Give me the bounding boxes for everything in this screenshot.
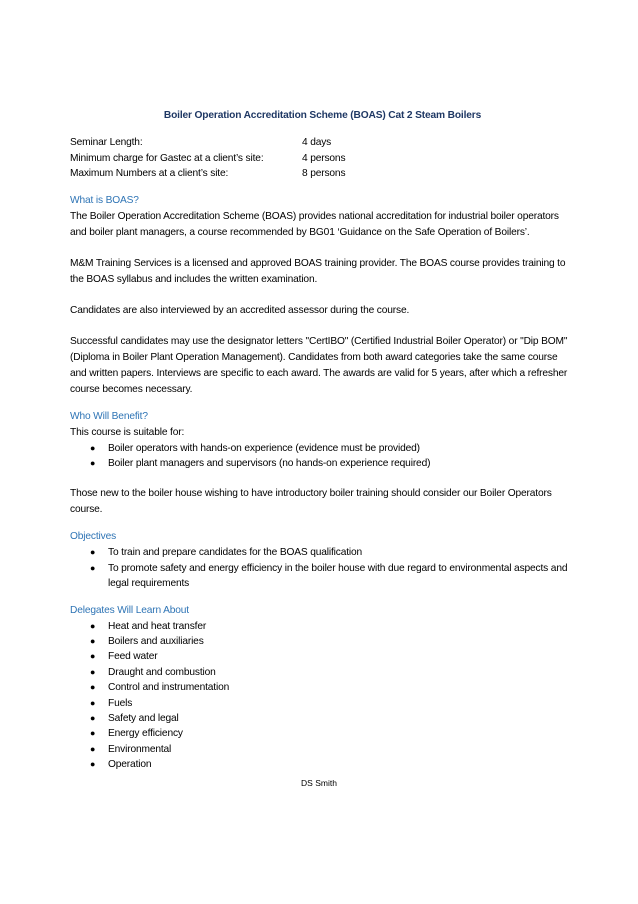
bullet-icon: ●	[90, 728, 96, 739]
section-heading-delegates-will-learn: Delegates Will Learn About	[70, 604, 189, 616]
page-footer: DS Smith	[301, 778, 337, 788]
bullet-icon: ●	[90, 562, 96, 573]
list-item: ● Boiler operators with hands-on experience (evidence must be provided)	[90, 441, 575, 456]
list-item: ● Feed water	[90, 649, 575, 664]
who-list	[70, 441, 575, 472]
section-heading-what-is-boas: What is BOAS?	[70, 194, 139, 206]
list-item: ● Boilers and auxiliaries	[90, 634, 575, 649]
section-heading-who-will-benefit: Who Will Benefit?	[70, 410, 148, 422]
paragraph: The Boiler Operation Accreditation Scheme (BOAS) provides national accreditation for industrial boiler operators and boiler plant managers, a course recommended by BG01 ‘Guidance on the Safe Operation of Boilers’.	[70, 210, 559, 238]
course-info	[70, 135, 575, 182]
info-label: Seminar Length:	[70, 137, 143, 148]
info-label: Minimum charge for Gastec at a client’s site:	[70, 152, 264, 164]
list-item: ● Environmental	[90, 742, 575, 757]
paragraph: M&M Training Services is a licensed and approved BOAS training provider. The BOAS course provides training to the BOAS syllabus and includes the written examination.	[70, 257, 566, 285]
info-row	[70, 151, 575, 167]
list-item: ● Boiler plant managers and supervisors (no hands-on experience required)	[90, 456, 575, 471]
bullet-icon: ●	[90, 442, 96, 453]
bullet-icon: ●	[90, 712, 96, 723]
info-row	[70, 135, 575, 151]
list-item: ● Draught and combustion	[90, 665, 575, 680]
bullet-icon: ●	[90, 682, 96, 693]
list-item: ● Control and instrumentation	[90, 680, 575, 695]
bullet-icon: ●	[90, 651, 96, 662]
paragraph: Candidates are also interviewed by an accredited assessor during the course.	[70, 304, 410, 316]
info-label: Maximum Numbers at a client’s site:	[70, 168, 229, 179]
objectives-list	[70, 545, 575, 591]
info-value: 4 persons	[302, 152, 346, 164]
list-item: ● Fuels	[90, 696, 575, 711]
info-value: 4 days	[302, 137, 332, 148]
list-item: ● Safety and legal	[90, 711, 575, 726]
bullet-icon: ●	[90, 620, 96, 631]
document-title: Boiler Operation Accreditation Scheme (BOAS) Cat 2 Steam Boilers	[163, 110, 482, 121]
bullet-icon: ●	[90, 759, 96, 770]
info-value: 8 persons	[302, 168, 346, 179]
section-heading-objectives: Objectives	[70, 531, 117, 543]
list-item: ● Energy efficiency	[90, 726, 575, 741]
list-item: ● Heat and heat transfer	[90, 619, 575, 634]
paragraph: Those new to the boiler house wishing to have introductory boiler training should consider our Boiler Operators course.	[70, 488, 552, 516]
bullet-icon: ●	[90, 635, 96, 646]
learn-list	[70, 619, 575, 773]
paragraph: This course is suitable for:	[70, 426, 185, 438]
info-row	[70, 166, 575, 182]
list-item: ● Operation	[90, 757, 575, 772]
bullet-icon: ●	[90, 697, 96, 708]
bullet-icon: ●	[90, 666, 96, 677]
list-item: ● To promote safety and energy efficiency in the boiler house with due regard to environmental aspects and legal requirements	[90, 562, 568, 590]
document-body	[70, 108, 575, 773]
paragraph: Successful candidates may use the designator letters "CertIBO" (Certified Industrial Boiler Operator) or "Dip BOM" (Diploma in Boiler Plant Operation Management). Candidates from both award categories take the same course and written papers. Interviews are specific to each award. The awards are valid for 5 years, after which a refresher course becomes necessary.	[70, 335, 568, 395]
bullet-icon: ●	[90, 743, 96, 754]
bullet-icon: ●	[90, 457, 96, 468]
bullet-icon: ●	[90, 547, 96, 558]
list-item: ● To train and prepare candidates for the BOAS qualification	[90, 545, 575, 560]
